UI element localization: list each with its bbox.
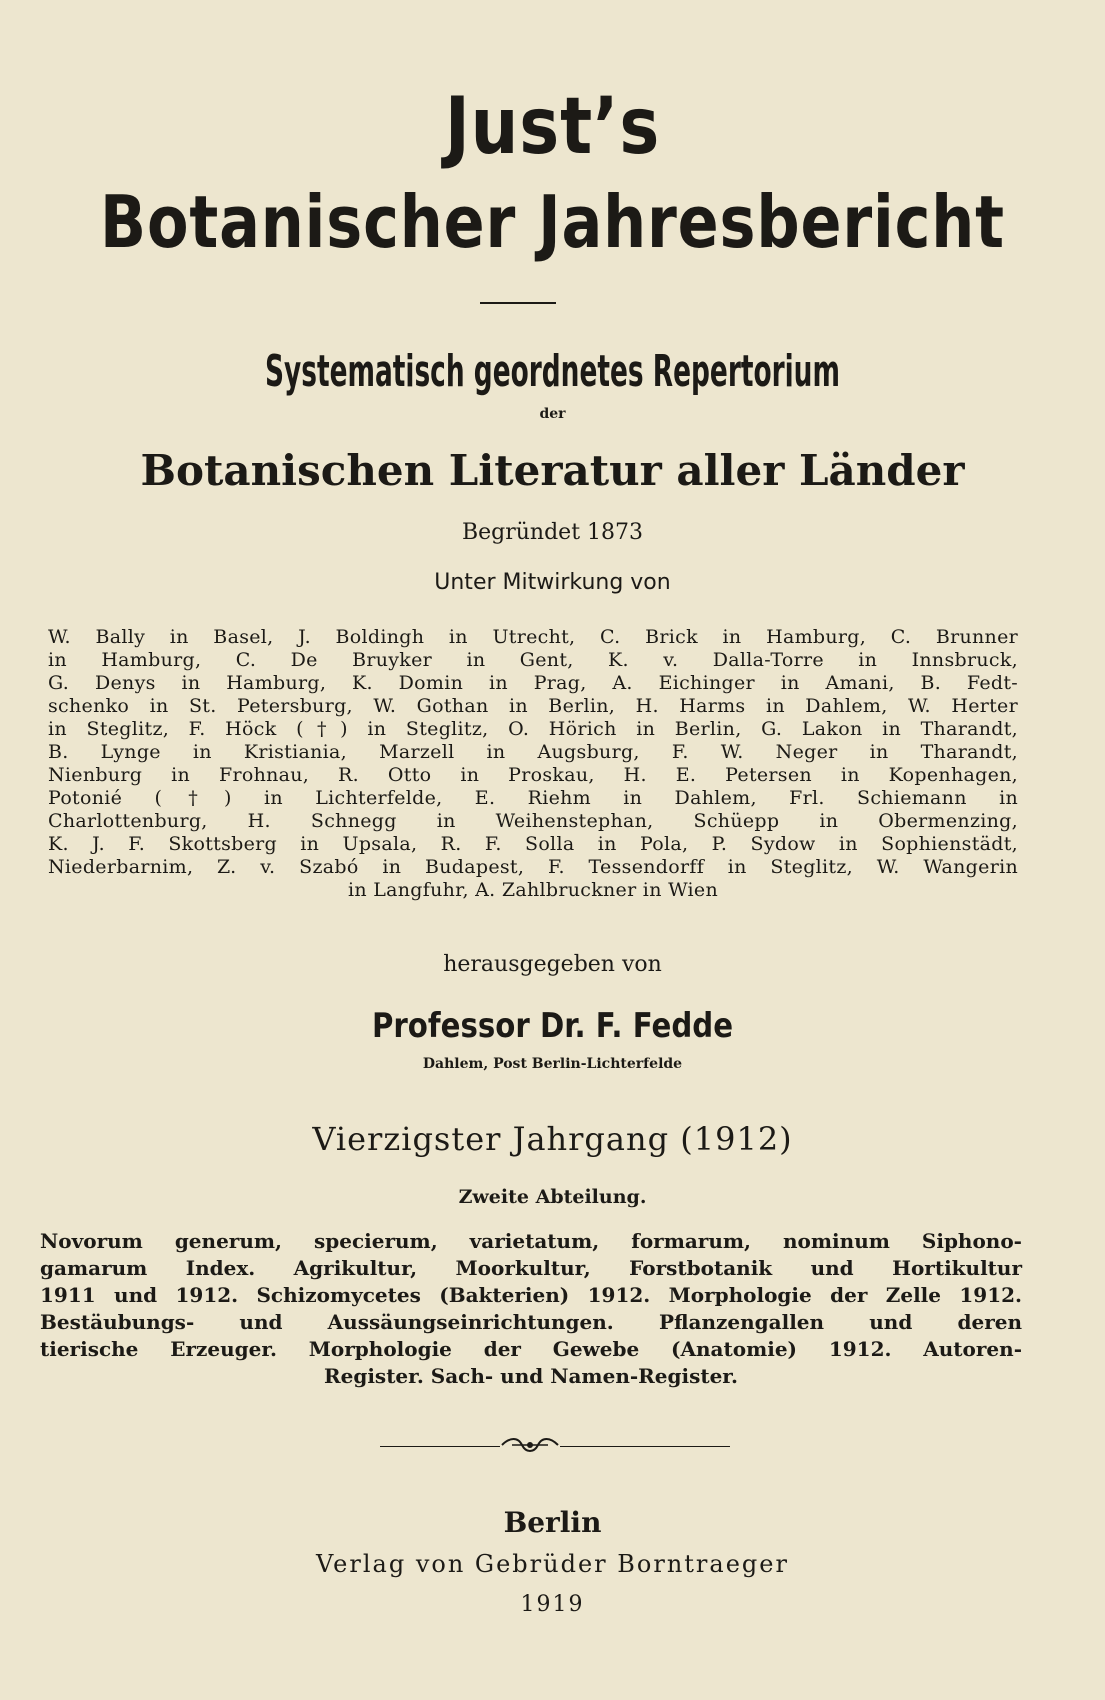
subtitle: Systematisch geordnetes Repertorium bbox=[265, 346, 840, 397]
title-line-1: Just’s bbox=[444, 82, 661, 172]
volume-section: Zweite Abteilung. bbox=[458, 1186, 647, 1208]
imprint-publisher: Verlag von Gebrüder Borntraeger bbox=[316, 1550, 789, 1578]
contributors-list bbox=[48, 626, 1018, 902]
contributor-line: G. Denys in Hamburg, K. Domin in Prag, A. Eichinger in Amani, B. Fedt- bbox=[48, 672, 1018, 694]
contents-line: Register. Sach- und Namen-Register. bbox=[324, 1364, 738, 1388]
contents-line: gamarum Index. Agrikultur, Moorkultur, Forstbotanik und Hortikultur bbox=[40, 1256, 1022, 1280]
title-line-2: Botanischer Jahresbericht bbox=[100, 180, 1005, 264]
contents-list bbox=[40, 1228, 1022, 1390]
literature-heading: Botanischen Literatur aller Länder bbox=[140, 446, 965, 495]
contributor-line: B. Lynge in Kristiania, Marzell in Augsburg, F. W. Neger in Tharandt, bbox=[48, 741, 1018, 763]
ornament-flourish-icon bbox=[500, 1435, 560, 1455]
ornament-rule-right bbox=[560, 1446, 730, 1447]
contents-line: 1911 und 1912. Schizomycetes (Bakterien) 1912. Morphologie der Zelle 1912. bbox=[40, 1283, 1022, 1307]
editor-name: Professor Dr. F. Fedde bbox=[371, 1006, 734, 1046]
imprint-city: Berlin bbox=[503, 1506, 602, 1539]
contributor-line: schenko in St. Petersburg, W. Gothan in Berlin, H. Harms in Dahlem, W. Herter bbox=[48, 695, 1018, 717]
contributor-line: in Steglitz, F. Höck (†) in Steglitz, O. Hörich in Berlin, G. Lakon in Tharandt, bbox=[48, 718, 1018, 740]
imprint-year: 1919 bbox=[520, 1592, 585, 1617]
subtitle-der: der bbox=[539, 406, 566, 422]
contributor-line: in Hamburg, C. De Bruyker in Gent, K. v. Dalla-Torre in Innsbruck, bbox=[48, 649, 1018, 671]
contents-line: Bestäubungs- und Aussäungseinrichtungen. Pflanzengallen und deren bbox=[40, 1310, 1022, 1334]
contributor-line: in Langfuhr, A. Zahlbruckner in Wien bbox=[347, 879, 719, 901]
editor-intro: herausgegeben von bbox=[443, 952, 662, 977]
contributor-line: Nienburg in Frohnau, R. Otto in Proskau, H. E. Petersen in Kopenhagen, bbox=[48, 764, 1018, 786]
ornament-rule-left bbox=[380, 1446, 500, 1447]
cooperation-line: Unter Mitwirkung von bbox=[434, 570, 671, 595]
contributor-line: K. J. F. Skottsberg in Upsala, R. F. Solla in Pola, P. Sydow in Sophienstädt, bbox=[48, 833, 1018, 855]
contents-line: Novorum generum, specierum, varietatum, formarum, nominum Siphono- bbox=[40, 1229, 1022, 1253]
founded-line: Begründet 1873 bbox=[461, 520, 644, 545]
contributor-line: Niederbarnim, Z. v. Szabó in Budapest, F. Tessendorff in Steglitz, W. Wangerin bbox=[48, 856, 1018, 878]
contributor-line: Potonié (†) in Lichterfelde, E. Riehm in Dahlem, Frl. Schiemann in bbox=[48, 787, 1018, 809]
contents-line: tierische Erzeuger. Morphologie der Gewebe (Anatomie) 1912. Autoren- bbox=[40, 1337, 1022, 1361]
title-divider bbox=[480, 302, 556, 304]
contributor-line: W. Bally in Basel, J. Boldingh in Utrecht, C. Brick in Hamburg, C. Brunner bbox=[48, 626, 1018, 648]
volume-year: Vierzigster Jahrgang (1912) bbox=[312, 1120, 793, 1158]
contributor-line: Charlottenburg, H. Schnegg in Weihenstephan, Schüepp in Obermenzing, bbox=[48, 810, 1018, 832]
editor-address: Dahlem, Post Berlin-Lichterfelde bbox=[422, 1056, 683, 1072]
